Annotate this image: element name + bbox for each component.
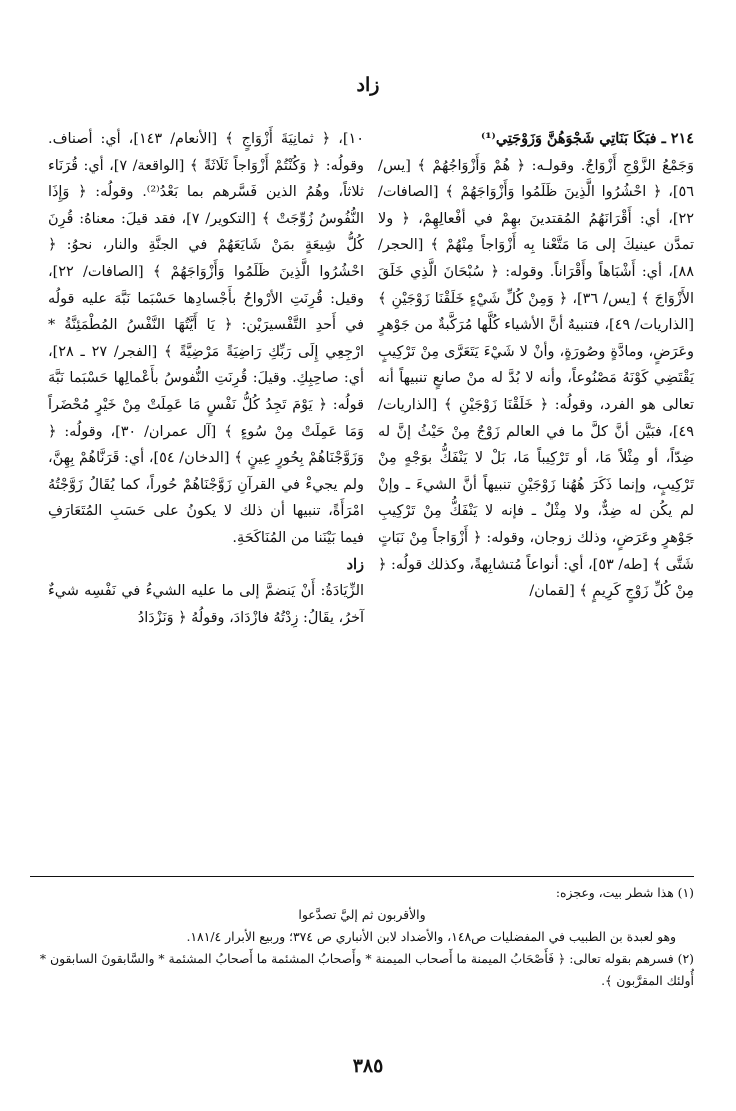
footnote-2: (٢) فسرهم بقوله تعالى: ﴿ فَأَصْحَابُ الميمنة ما أَصحاب الميمنة * وأَصحابُ المشئمة ما أَصحابُ المشئمة * والسَّابقونَ السابقون * أُولئك المقرَّبون ﴾. — [39, 951, 694, 988]
footnote-1-verse: والأقربون ثم إليَّ تصدَّعوا — [298, 907, 426, 922]
footnote-1-source: وهو لعبدة بن الطبيب في المفضليات ص١٤٨، والأضداد لابن الأنباري ص ٣٧٤؛ وربيع الأبرار ١٨١/٤. — [186, 929, 676, 944]
left-column — [48, 126, 364, 631]
page-number: ٣٨٥ — [352, 1055, 384, 1077]
section-heading-zad: زاد — [346, 555, 364, 573]
footnote-1-intro: (١) هذا شطر بيت، وعجزه: — [555, 885, 694, 900]
left-column-text-1: ١٠]، ﴿ ثمانِيَةَ أَزْوَاجٍ ﴾ [الأنعام/ ١٤٣]، أي: أصناف. وقولُه: ﴿ وَكُنْتُمْ أَزْوَاجاً ثَلَاثَةً ﴾ [الواقعة/ ٧]، أي: قُرَنَاء ثلاثاً، وهُمُ الذين فَسَّرهم بما بَعْدُ⁽²⁾. وقولُه: ﴿ وَإِذَا النُّفُوسُ زُوِّجَتْ ﴾ [التكوير/ ٧]، فقد قيلَ: معناهُ: قُرِنَ كُلُّ شِيعَةٍ بمَنْ شَايَعَهُمْ في الجنَّةِ والنار، نحوُ: ﴿ احْشُرُوا الَّذِينَ ظَلَمُوا وَأَزْوَاجَهُمْ ﴾ [الصافات/ ٢٢]، وقيل: قُرِنَتِ الأرْواحُ بأَجْسادِها حَسْبَما نَبَّهَ عليه قولُه في أَحدِ التَّفْسيرَيْن: ﴿ يَا أَيَّتُهَا النَّفْسُ المُطْمَئِنَّةُ * ارْجِعِي إِلَى رَبِّكِ رَاضِيَةً مَرْضِيَّةً ﴾ [الفجر/ ٢٧ ـ ٢٨]، أي: صاحِبِكِ. وقيلَ: قُرِنَتِ النُّفوسُ بأَعْمالِها حَسْبَما نَبَّهَ قولُه: ﴿ يَوْمَ تَجِدُ كُلُّ نَفْسٍ مَا عَمِلَتْ مِنْ خَيْرٍ مُحْضَراً وَمَا عَمِلَتْ مِنْ سُوءٍ ﴾ [آل عمران/ ٣٠]، وقولُه: ﴿ وَزَوَّجْنَاهُمْ بِحُورٍ عِينٍ ﴾ [الدخان/ ٥٤]، أي: قَرَنَّاهُمْ بِهِنَّ، ولم يجيءْ في القرآنِ زَوَّجْنَاهُمْ حُوراً، كما يُقَالُ زَوَّجْتُهُ امْرَأَةً، تنبيها أن ذلك لا يكونُ على حَسَبِ المُتَعَارَفِ فيما بَيْنَنا من المُنَاكَحَةِ. — [48, 131, 364, 546]
right-column-text: وَجَمْعُ الزَّوْجِ أَزْوَاجٌ. وقولـه: ﴿ هُمْ وَأَزْوَاجُهُمْ ﴾ [يس/ ٥٦]، ﴿ احْشُرُوا الَّذِينَ ظَلَمُوا وَأَزْوَاجَهُمْ ﴾ [الصافات/ ٢٢]، أي: أَقْرَانَهُمُ المُقتدينَ بهِمْ في أفْعالِهِمْ، ﴿ ولا تمدَّن عينيكَ إلى مَا مَتَّعْنا بِه أَزْوَاجاً مِنْهُمْ ﴾ [الحجر/ ٨٨]، أي: أَشْبَاهاً وأَقْرَاناً. وقوله: ﴿ سُبْحَانَ الَّذِي خَلَقَ الأَزْوَاجَ ﴾ [يس/ ٣٦]، ﴿ وَمِنْ كُلِّ شَيْءٍ خَلَقْنَا زَوْجَيْنِ ﴾ [الذاريات/ ٤٩]، فتنبيهٌ أنَّ الأشياء كُلَّها مُرَكَّبةٌ من جَوْهرٍ وعَرَضٍ، ومادَّةٍ وصُورَةٍ، وأنْ لا شَيْءَ يَتَعَرَّى مِنْ تَرْكِيبٍ يَقْتَضِي كَوْنَهُ مَصْنُوعاً، وأنه لا بُدَّ له منْ صانعٍ تنبيهاً أنه تعالى هو الفرد، وقولُه: ﴿ خَلَقْنَا زَوْجَيْنِ ﴾ [الذاريات/ ٤٩]، فبَيَّن أنَّ كلَّ ما في العالم زَوْجٌ مِنْ حَيْثُ إنَّ له ضِدّاً، أو مِثْلاً مَا، أو تَرْكِيباً مَا، بَلْ لا يَنْفَكُّ بوَجْهٍ مِنْ تَرْكِيبٍ، وإنما ذَكَرَ هُهُنا زَوْجَيْنِ تنبيهاً أنَّ الشيءَ ـ وإنْ لم يكُن له ضِدٌّ، ولا مِثْلٌ ـ فإنه لا يَنْفَكُّ مِنْ تَرْكِيبِ جَوْهرٍ وعَرَضٍ، وذلك زوجان، وقوله: ﴿ أَزْوَاجاً مِنْ نَبَاتٍ شَتَّى ﴾ [طه/ ٥٣]، أي: أنواعاً مُتشابِهةً، وكذلك قولُه: ﴿ مِنْ كُلِّ زَوْجٍ كَرِيمٍ ﴾ [لقمان/ — [378, 157, 695, 600]
footnote-divider — [30, 876, 694, 877]
page-header-title: زاد — [356, 74, 380, 96]
footnotes — [30, 882, 694, 992]
entry-verse-214: ٢١٤ ـ فبَكَا بَنَاتِي شَجْوَهُنَّ وَزَوْجَتِي⁽¹⁾ — [480, 130, 694, 147]
right-column — [378, 126, 694, 605]
left-column-text-2: الزِّيَادَةُ: أَنْ يَنضمَّ إلى ما عليه الشيءُ في نَفْسِه شيءٌ آخرُ، يقَالُ: زِدْتُهُ فازْدَادَ، وقولُهُ ﴿ وَنَزْدَادُ — [48, 583, 364, 626]
